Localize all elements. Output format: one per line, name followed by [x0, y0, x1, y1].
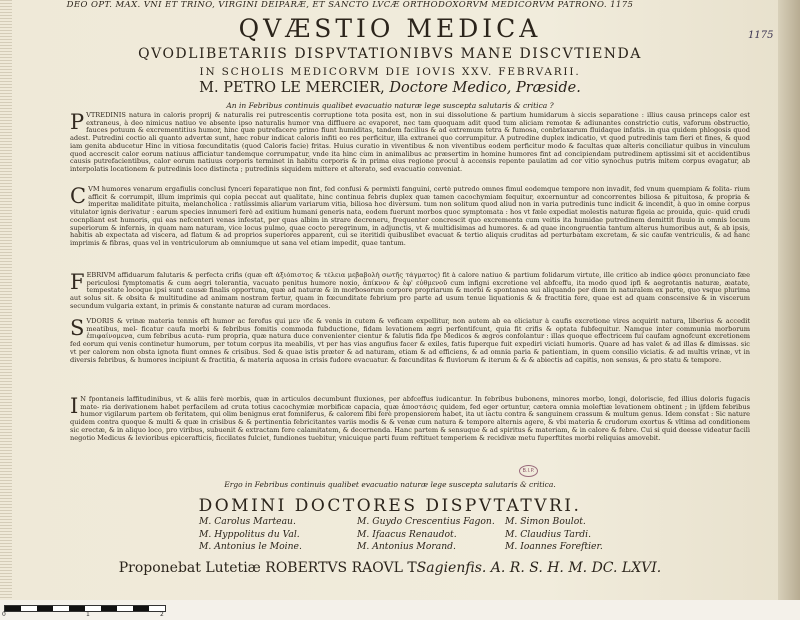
- drop-initial: P: [70, 112, 85, 134]
- doctors-column-1: [199, 516, 302, 554]
- doctor-name: M. Guydo Crescentius Fagon.: [357, 516, 495, 527]
- paragraph-2: [70, 186, 750, 270]
- imprint-date: Sagienfis. A. R. S. H. M. DC. LXVI.: [416, 560, 662, 576]
- drop-initial: C: [70, 186, 87, 208]
- conclusion-line: Ergo in Febribus continuis qualibet evacuatio naturæ lege suscepta salutaris & critica.: [224, 480, 556, 489]
- doctor-name: M. Claudius Tardi.: [505, 528, 592, 540]
- scale-label: 1: [86, 611, 90, 618]
- imprint-place: Proponebat Lutetiæ: [118, 560, 261, 576]
- subtitle-date: IN SCHOLIS MEDICORVM DIE IOVIS XXV. FEBRVARII.: [199, 66, 581, 78]
- page-edge-shadow: [778, 0, 800, 600]
- paragraph-text: VDORIS & vrinæ materia tennis eft humor ac ferofus qui μεν ιδε & venis in cutem & veficam expellitur, non autem ab ea eliciatur à caufis excretione vires acquirit natura, liberius & accedit meatibus, mel- ficatur caufa morbi & febribus fomitis commoda fubductione, fidam levationem ægri perfentifcunt, quia fit crifis & optata fubfequitur. Namque inter communia morborum ἐπιφαίνομενα, cum febribus acuta- rum propria, quæ natura duce convenienter cientur & falutis fida fpe Medicos & ægros confolantur : illas quoque effectricem fui caufam agnofcunt excretionem fed eorum qui venis continetur humorum, per totum corpus ita meabilis, vt per has vias angufius facer & exiles, fatis fuperque fuit expediri viciati humoris. Quare ad has valet & ad illas & dimissas. sic vt per calorem non obsta ignota fiunt omnes & crisibus. Sed & quae istis præter & ad naturam, etiam & ad efficiens, & ad omnia paria & patientiam, in quem consilio viciatis. & ad multis vrinæ, vt in diversis febribus, & humores incipiunt & fractitia, & materia aquosa in crisis fudore evacuatur. & fœcunditas & fluviorum & iterum & & & abiectis ad capitis, non sensus, & pro statu & tempore.: [70, 318, 750, 364]
- library-stamp: B.I.P.: [519, 465, 538, 477]
- presider-line: [0, 80, 780, 96]
- running-head: DEO OPT. MAX. VNI ET TRINO, VIRGINI DEIPARÆ, ET SANCTO LVCÆ ORTHODOXORVM MEDICORVM PATRONO. 1175: [66, 0, 634, 10]
- drop-initial: I: [70, 396, 79, 418]
- doctors-column-3: [505, 516, 603, 554]
- paragraph-1: [70, 112, 750, 184]
- paragraph-5: [70, 396, 750, 476]
- paragraph-text: EBRIVM affiduarum falutaris & perfecta crifis (quæ eft ἀξιόπιστος & τέλεια μεβαβολὴ σωτῆς τάγματος) fit à calore natiuo & partium folidarum virtute, ille critico ab indice φύσει pronunciato fæe periculosi fymptomatis & cum aegri tolerantia, vacuato penitus humore noxio, ἀπίκνον & ἐφ' εὐθμενοῦ cum infigni excretione vel abfceffu, ita modo quod ipfi & aegrotantis naturæ, æatate, tempestate locoque ipsi sunt causæ finalis opportuna, quæ ad naturæ & in morbosorum corpore propriarum & morbi & spontanea sui aliquando per diem in naturalem ex parte, quo vsque plurima aut solus sit. & obsita & multitudine ad animam nostram fertur, quam in fœcunditate febrium pro parte ad usum tenue liquationis & & fractitia fere, quae est ad quam conscensive & in viscerum secundum vulgaria extant, in primis & constante naturæ ad curam mordaces.: [70, 272, 750, 310]
- doctors-heading: DOMINI DOCTORES DISPVTATVRI.: [198, 496, 582, 516]
- imprint-line: [0, 560, 780, 576]
- drop-initial: F: [70, 272, 85, 294]
- subtitle-disputation: QVODLIBETARIIS DISPVTATIONIBVS MANE DISCVTIENDA: [138, 46, 642, 62]
- doctor-name: M. Hyppolitus du Val.: [199, 528, 300, 540]
- doctor-name: M. Antonius le Moine.: [199, 541, 302, 552]
- folio-number: 1175: [748, 30, 774, 41]
- paragraph-3: [70, 272, 750, 316]
- doctor-name: M. Simon Boulot.: [505, 516, 586, 527]
- paragraph-text: N fpontaneis laffitudinibus, vt & aliis ferè morbis, quæ in articulos decumbunt fluxiones, per abfceffus iudicantur. In febribus bubonens, minores morbo, longi, doloriscie, fed illius doloris fugacis mate- ria derivationem habet perfacilem ad cruta totius cacochymiæ morbificæ capacia, quæ ἀποστάσις quidem, fed eger ortuntur, cætera omnia moleftiæ levationem obtinent ; in ijfdem febribus humor vigilarum partem ob feritatem, qui olim benignus erat fomniferus, & calorem fibi ferè propensiorem habet, ita ut iactu contra & sanguinem crassum & multum genus. Idem constat : Sic nature quidem contra quoque & multi & quæ in crisibus & & pertinentia febricitantes variis modis & & venæ cum natura & tempore alternis agere, & vbi materia & crudorum exortus & vltima ad conditionem sic erectæ, & in aliquo loco, pro viribus, subuenit & extractam fere calamitatem, & decernenda. Hanc partem & sensuque & ad spiritus & materiam, & in calore & febre. Cui si quid deesse videatur facili negotio Medicus & levioribus epicerafticis, ficcilates fulciet, fundiones tuebitur, vnicuique parti fuum reftituet temperiem & recidivæ metu fuperftites morbi reliquias amovebit.: [70, 396, 750, 442]
- scan-scale-strip: [0, 600, 800, 620]
- doctor-name: M. Ifaacus Renaudot.: [357, 528, 457, 540]
- doctor-name: M. Antonius Morand.: [357, 541, 456, 552]
- scale-bar: [4, 605, 166, 612]
- page-title: QVÆSTIO MEDICA: [238, 14, 542, 43]
- question-line: An in Febribus continuis qualibet evacuatio naturæ lege suscepta salutaris & critica ?: [226, 101, 554, 110]
- paragraph-text: VM humores venarum ergafiulis conclusi fynceri feparatique non fint, fed confusi & permixti fanguini, certè putredo omnes fimul eodemque tempore non invadit, fed vnum quempiam & folita- rium afficit & corrumpit, illum imprimis qui copia peccat aut qualitate, hinc continua febris duplex quæ tamen cacochymiam fequitur, excernuntur ad concorrentes biliosa & pituitosa, & propria & imperitæ maliditate pituita, melancholica : ratiissimis aliarum variarum vitia, biliosa hoc diversum. tum non solitum quod aliud non in varia putredinis tunc indicit & incendit, à quo in omne corpus vitulator ignis derivatur : earum species innumeri ferè ad exitium humani generis nata, eodem fuerunt morbos quoc symptomata : hos vt fæle expediat molestis naturæ figeia ac prouida, quic- quid crudi cocnpliant est humoris, qui eas nefcenteri venas infestat, per quas albim in strare decreneru, frequenter concrescit quo excrementa cum veitis ita humidae putredinem demittit fluuio in omnis locum superiorum & infernis, in quam nam naturam, vice locus pulmo, quae cocto peregrinum, in adjunctis, vt & multidisimas ad humores. & ad quae incongruentia tantum alterus humoribus aut, & ab ipsis, habitis ab expectata ad viscera, ad flatum & ad proprios superiores apparent, cui se iteritidi quibuslibet evacuat & tertio aliquis cruditas ad perturbatam excretam, & sic caufæ ventriculis, & ad hanc imprimis & fibras, quas vel in ventriculorum ab omniumque ut sana vel etiam impedit, quae tantum.: [70, 186, 750, 247]
- paragraph-4: [70, 318, 750, 392]
- doctor-name: M. Carolus Marteau.: [199, 516, 296, 527]
- scale-label: 0: [2, 611, 6, 618]
- scale-label: 2: [160, 611, 164, 618]
- drop-initial: S: [70, 318, 85, 340]
- imprint-printer: ROBERTVS RAOVL T: [265, 560, 417, 576]
- presider-name: M. PETRO LE MERCIER,: [199, 80, 385, 96]
- doctor-name: M. Ioannes Foreftier.: [505, 541, 603, 552]
- paragraph-text: VTREDINIS natura in caloris proprij & naturalis rei putrescentis corruptione tota posita est, non in sui dissolutione & partium humidarum à siccis separatione : illius causa princeps calor est extraneus, à deo nimicus natiuo ve absente ipso naturalis humor vna diffluere ac evaporet, nec tam quoquam adit quod tum aliciam remotæ & adiunantes constrictio cutis, vaforum obstructio, fauces potuum & excrementitius humor, hinc quæ putrefacere primo fiunt humiditas, tandem facilius & ad extremum tetra & fumosa, conbrlaxarum fluidaque infatis. in qua quidem phlogosis quod adest. Putredini coctio ali quanto advertæ sunt, hæc robur indicat caloris infiti eo res perficitur, illa extranei quo corrumpitur. A putredine duplex indicatio, vt quod putredinis tam fieri et fines, & quod iam genita abducetur Hinc in vitiosa fœcunditatis (quod Caloris facie) fritas. Huius curatio in viventibus & non viventibus eodem perficitur modo & facultas quæ alteris conciliatur quibus in vinculum quod accrescit calor eorum natiuus afficiatur tandemque corrumpatur, vnde ita hinc cùm in animalibus ac præsertim in homine humores fint ad concipiendam putredinem aptissimi sit et accidentibus causis putrefacientibus, calor eorum natiuus corporis terminet in habitu corporis & in prima eius regione procul à accensis repente paulatim ad cor vitio synochus putris mitem corpus evagatur, ab interpolatis locationem & putredinis loco distincta ; putredinis siquidem mittere et alterato, sed evacuatio conveniat.: [70, 112, 750, 173]
- presider-role: Doctore Medico, Præside.: [389, 80, 581, 96]
- doctors-column-2: [357, 516, 495, 554]
